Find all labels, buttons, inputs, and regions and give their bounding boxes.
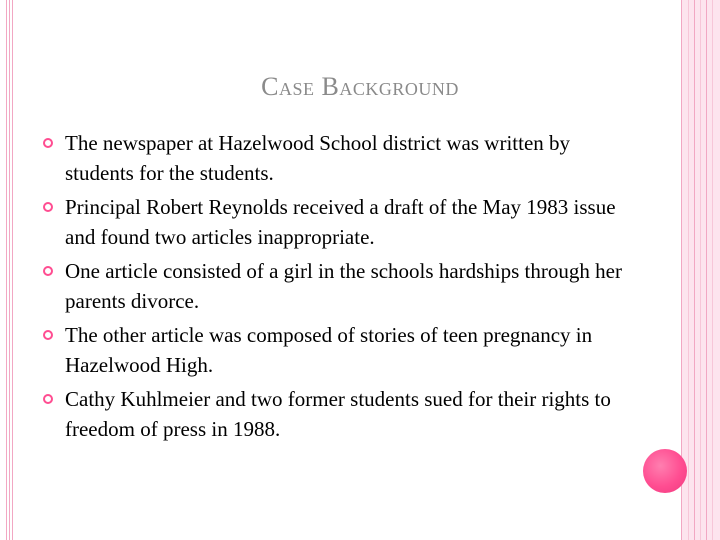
left-border-line (9, 0, 10, 540)
bullet-item (42, 128, 642, 188)
bullet-text: The newspaper at Hazelwood School district was written by students for the students. (65, 131, 571, 185)
decorative-circle (643, 449, 687, 493)
bullet-ring-icon (43, 202, 53, 212)
bullet-ring-icon (43, 266, 53, 276)
right-band-stripe (712, 0, 713, 540)
bullet-text: Principal Robert Reynolds received a draft of the May 1983 issue and found two articles inappropriate. (65, 195, 616, 249)
bullet-text: One article consisted of a girl in the schools hardships through her parents divorce. (65, 259, 622, 313)
bullet-text: The other article was composed of stories of teen pregnancy in Hazelwood High. (65, 323, 593, 377)
slide-title: Case Background (261, 72, 459, 101)
bullet-item (42, 192, 642, 252)
bullet-ring-icon (43, 138, 53, 148)
bullet-item (42, 384, 642, 444)
right-band-stripe (700, 0, 701, 540)
bullet-ring-icon (43, 330, 53, 340)
bullet-ring-icon (43, 394, 53, 404)
bullet-text: Cathy Kuhlmeier and two former students sued for their rights to freedom of press in 1988. (65, 387, 611, 441)
left-border-line (12, 0, 13, 540)
left-border-line (6, 0, 7, 540)
right-band-stripe (694, 0, 695, 540)
bullet-item (42, 256, 642, 316)
right-band-stripe (706, 0, 707, 540)
bullet-list (42, 128, 642, 448)
bullet-item (42, 320, 642, 380)
right-band-stripe (688, 0, 689, 540)
